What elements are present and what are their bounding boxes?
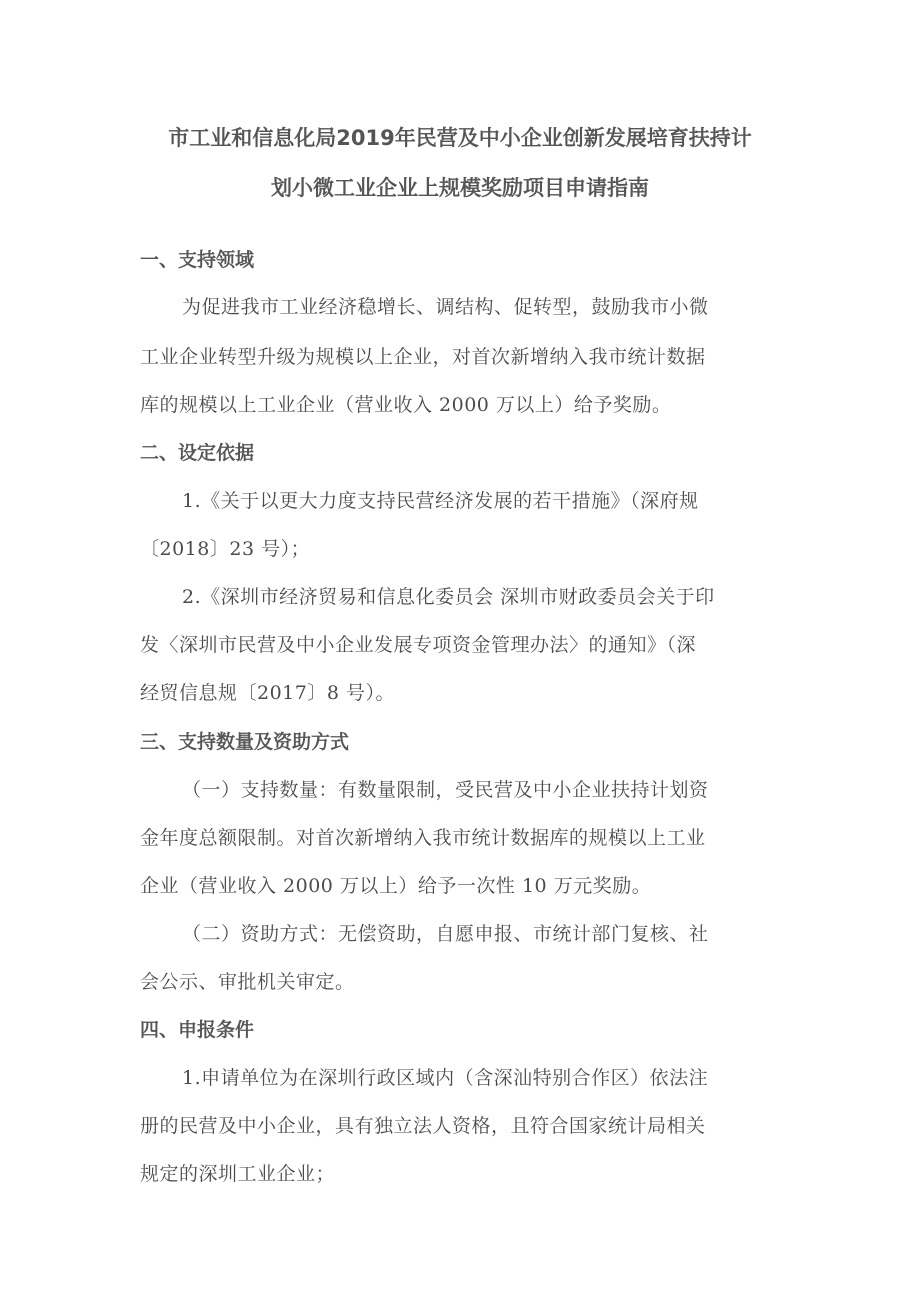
paragraph-line: 为促进我市工业经济稳增长、调结构、促转型，鼓励我市小微 — [182, 296, 709, 318]
section-heading-support-area: 一、支持领域 — [140, 249, 255, 271]
paragraph-line: 经贸信息规〔2017〕8 号）。 — [140, 682, 395, 704]
paragraph-line: （二）资助方式：无偿资助，自愿申报、市统计部门复核、社 — [182, 923, 709, 945]
document-title-line-1: 市工业和信息化局2019年民营及中小企业创新发展培育扶持计 — [168, 126, 752, 150]
paragraph-line: 1.申请单位为在深圳行政区域内（含深汕特别合作区）依法注 — [182, 1067, 709, 1089]
paragraph-line: 册的民营及中小企业，具有独立法人资格，且符合国家统计局相关 — [140, 1115, 706, 1137]
paragraph-line: （一）支持数量：有数量限制，受民营及中小企业扶持计划资 — [182, 779, 709, 801]
paragraph-line: 库的规模以上工业企业（营业收入 2000 万以上）给予奖励。 — [140, 394, 672, 416]
section-heading-conditions: 四、申报条件 — [140, 1019, 255, 1041]
paragraph-line: 〔2018〕23 号）； — [140, 538, 311, 560]
document-title-line-2: 划小微工业企业上规模奖励项目申请指南 — [271, 176, 649, 200]
paragraph-line: 规定的深圳工业企业； — [140, 1163, 336, 1185]
section-heading-quantity-and-funding: 三、支持数量及资助方式 — [140, 731, 350, 753]
paragraph-line: 会公示、审批机关审定。 — [140, 971, 355, 993]
paragraph-line: 1.《关于以更大力度支持民营经济发展的若干措施》（深府规 — [182, 490, 699, 512]
section-heading-basis: 二、设定依据 — [140, 442, 255, 464]
paragraph-line: 企业（营业收入 2000 万以上）给予一次性 10 万元奖励。 — [140, 875, 652, 897]
paragraph-line: 发〈深圳市民营及中小企业发展专项资金管理办法〉的通知》（深 — [140, 634, 697, 656]
paragraph-line: 2.《深圳市经济贸易和信息化委员会 深圳市财政委员会关于印 — [182, 586, 715, 608]
paragraph-line: 工业企业转型升级为规模以上企业，对首次新增纳入我市统计数据 — [140, 346, 706, 368]
paragraph-line: 金年度总额限制。对首次新增纳入我市统计数据库的规模以上工业 — [140, 827, 706, 849]
